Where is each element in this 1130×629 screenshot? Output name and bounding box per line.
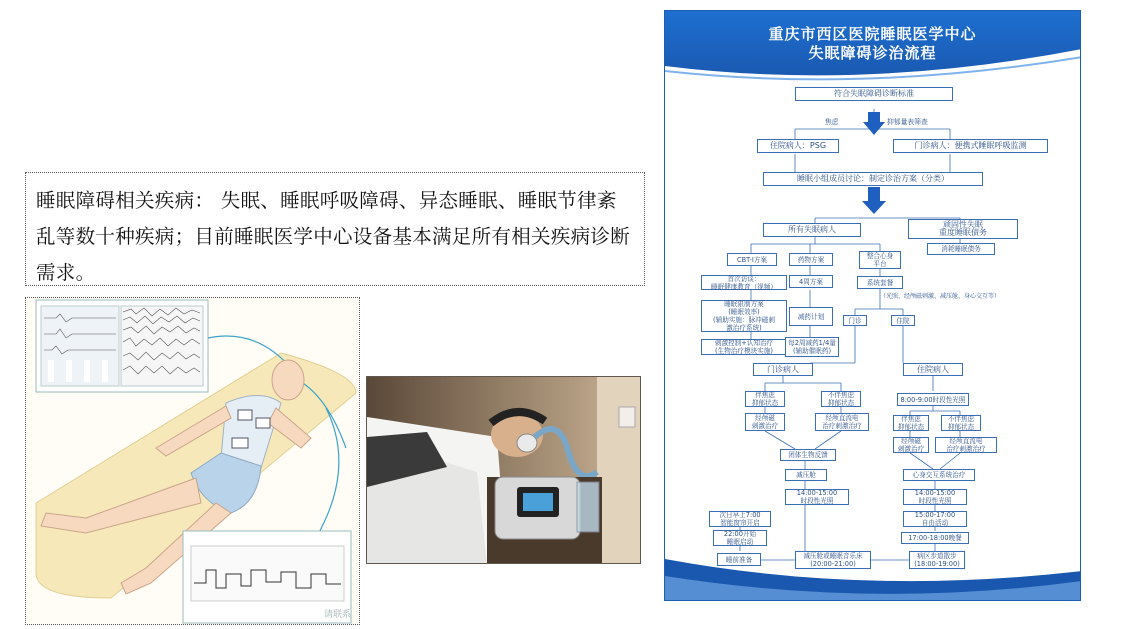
- illustration-watermark: 请联系: [323, 610, 351, 620]
- flow-node-op-tms: 经颅磁 刺激治疗: [745, 413, 785, 431]
- flow-node-4week: 4周方案: [789, 275, 833, 288]
- flow-node-sleep-debt: 消耗睡眠债务: [927, 243, 995, 255]
- flow-node-inpatients: 住院病人: [903, 363, 963, 376]
- flow-node-sleep-restriction: 睡眠限制方案 (睡眠效率) (辅助实施：脉冲磁刺 激治疗系统): [701, 300, 787, 332]
- flow-label-system-items: （光照、经颅磁刺激、减压舱、身心交互等）: [880, 293, 1001, 300]
- flow-node-free-activity: 15:00-17:00 自由活动: [903, 511, 967, 527]
- flow-node-smart-curtain: 次日早上7:00 智能窗帘开启: [709, 511, 771, 527]
- flow-node-walk: 病区步道散步 (18:00-19:00): [909, 551, 965, 569]
- sleep-monitoring-illustration: [25, 297, 360, 625]
- flow-node-inpatient-psg: 住院病人：PSG: [757, 139, 839, 153]
- flow-node-outpatient-monitor: 门诊病人：便携式睡眠呼吸监测: [893, 139, 1048, 153]
- flow-node-biweekly-taper: 每2周减药1/4量 (辅助催眠药): [785, 337, 839, 357]
- flow-node-ip-afternoon-light: 14:00-15:00 时段性光照: [903, 489, 967, 505]
- description-text-box: [25, 172, 645, 286]
- flow-node-integrated-platform: 整合心身 平台: [859, 251, 901, 269]
- flow-node-sleep-start: 22:00开始 睡眠启动: [713, 530, 767, 546]
- flow-node-mind-body: 心身交互系统治疗: [903, 469, 975, 481]
- flow-node-ip-anxious: 伴焦虑 抑郁状态: [893, 415, 929, 431]
- flow-node-decompression: 减压舱: [785, 469, 827, 481]
- poster-title-line1: 重庆市西区医院睡眠医学中心: [768, 25, 977, 43]
- flow-node-taper-plan: 减药计划: [789, 307, 833, 326]
- flow-node-drug-plan: 药物方案: [789, 253, 833, 266]
- insomnia-flowchart-poster: [664, 10, 1081, 601]
- flow-node-cbti: CBT-I方案: [727, 253, 777, 266]
- flow-node-biofeedback: 团体生物反馈: [780, 449, 836, 461]
- flow-node-outpatients: 门诊病人: [753, 363, 813, 376]
- flow-node-ip-tms: 经颅磁 刺激治疗: [893, 437, 929, 453]
- flow-node-stimulus-control: 刺激控制+认知治疗 (生物治疗模块实施): [701, 339, 787, 355]
- flow-node-dinner: 17:00-18:00晚餐: [901, 532, 969, 544]
- flow-node-op-anxious: 伴焦虑 抑郁状态: [745, 391, 785, 407]
- cpap-photo-drawing: [367, 377, 641, 564]
- flow-node-team-discussion: 睡眠小组成员讨论：制定诊治方案（分类）: [763, 172, 983, 186]
- cpap-treatment-photo: [366, 376, 641, 564]
- flow-node-op-tdcs: 经颅直流电 治疗刺激治疗: [815, 413, 869, 431]
- flow-node-morning-light: 8:00-9:00时段性光照: [897, 393, 969, 406]
- poster-title-line2: 失眠障碍诊治流程: [808, 44, 937, 62]
- description-text: 睡眠障碍相关疾病： 失眠、睡眠呼吸障碍、异态睡眠、睡眠节律紊乱等数十种疾病；目前睡眠医学中心设备基本满足所有相关疾病诊断需求。: [36, 189, 631, 284]
- flow-node-ip-tdcs: 经颅直流电 治疗刺激治疗: [935, 437, 997, 453]
- flow-node-diagnosis-criteria: 符合失眠障碍诊断标准: [795, 87, 953, 101]
- flow-node-music-bed: 减压舱或睡眠音乐床 (20:00-21:00): [795, 551, 871, 569]
- flow-label-screening: 抑郁量表筛查: [887, 118, 928, 126]
- flow-node-inpatient-small: 住院: [891, 315, 915, 326]
- flow-node-first-interview: 首次访谈： 睡眠健康教育（视频）: [701, 275, 787, 290]
- flow-node-bed-prep: 睡前准备: [717, 553, 761, 566]
- flow-node-refractory: 顽固性失眠 重度睡眠债务: [908, 219, 1018, 239]
- flow-node-op-not-anxious: 不伴焦虑 抑郁状态: [821, 391, 861, 407]
- flow-node-outpatient-small: 门诊: [843, 315, 867, 326]
- flow-label-anxiety: 焦虑: [825, 118, 839, 126]
- patient-psg-drawing: [26, 298, 360, 625]
- flow-node-ip-not-anxious: 不伴焦虑 抑郁状态: [941, 415, 981, 431]
- flow-node-op-afternoon-light: 14:00-15:00 时段性光照: [785, 489, 849, 505]
- flow-node-system-package: 系统套餐: [857, 276, 903, 289]
- flow-node-all-insomnia: 所有失眠病人: [763, 223, 861, 237]
